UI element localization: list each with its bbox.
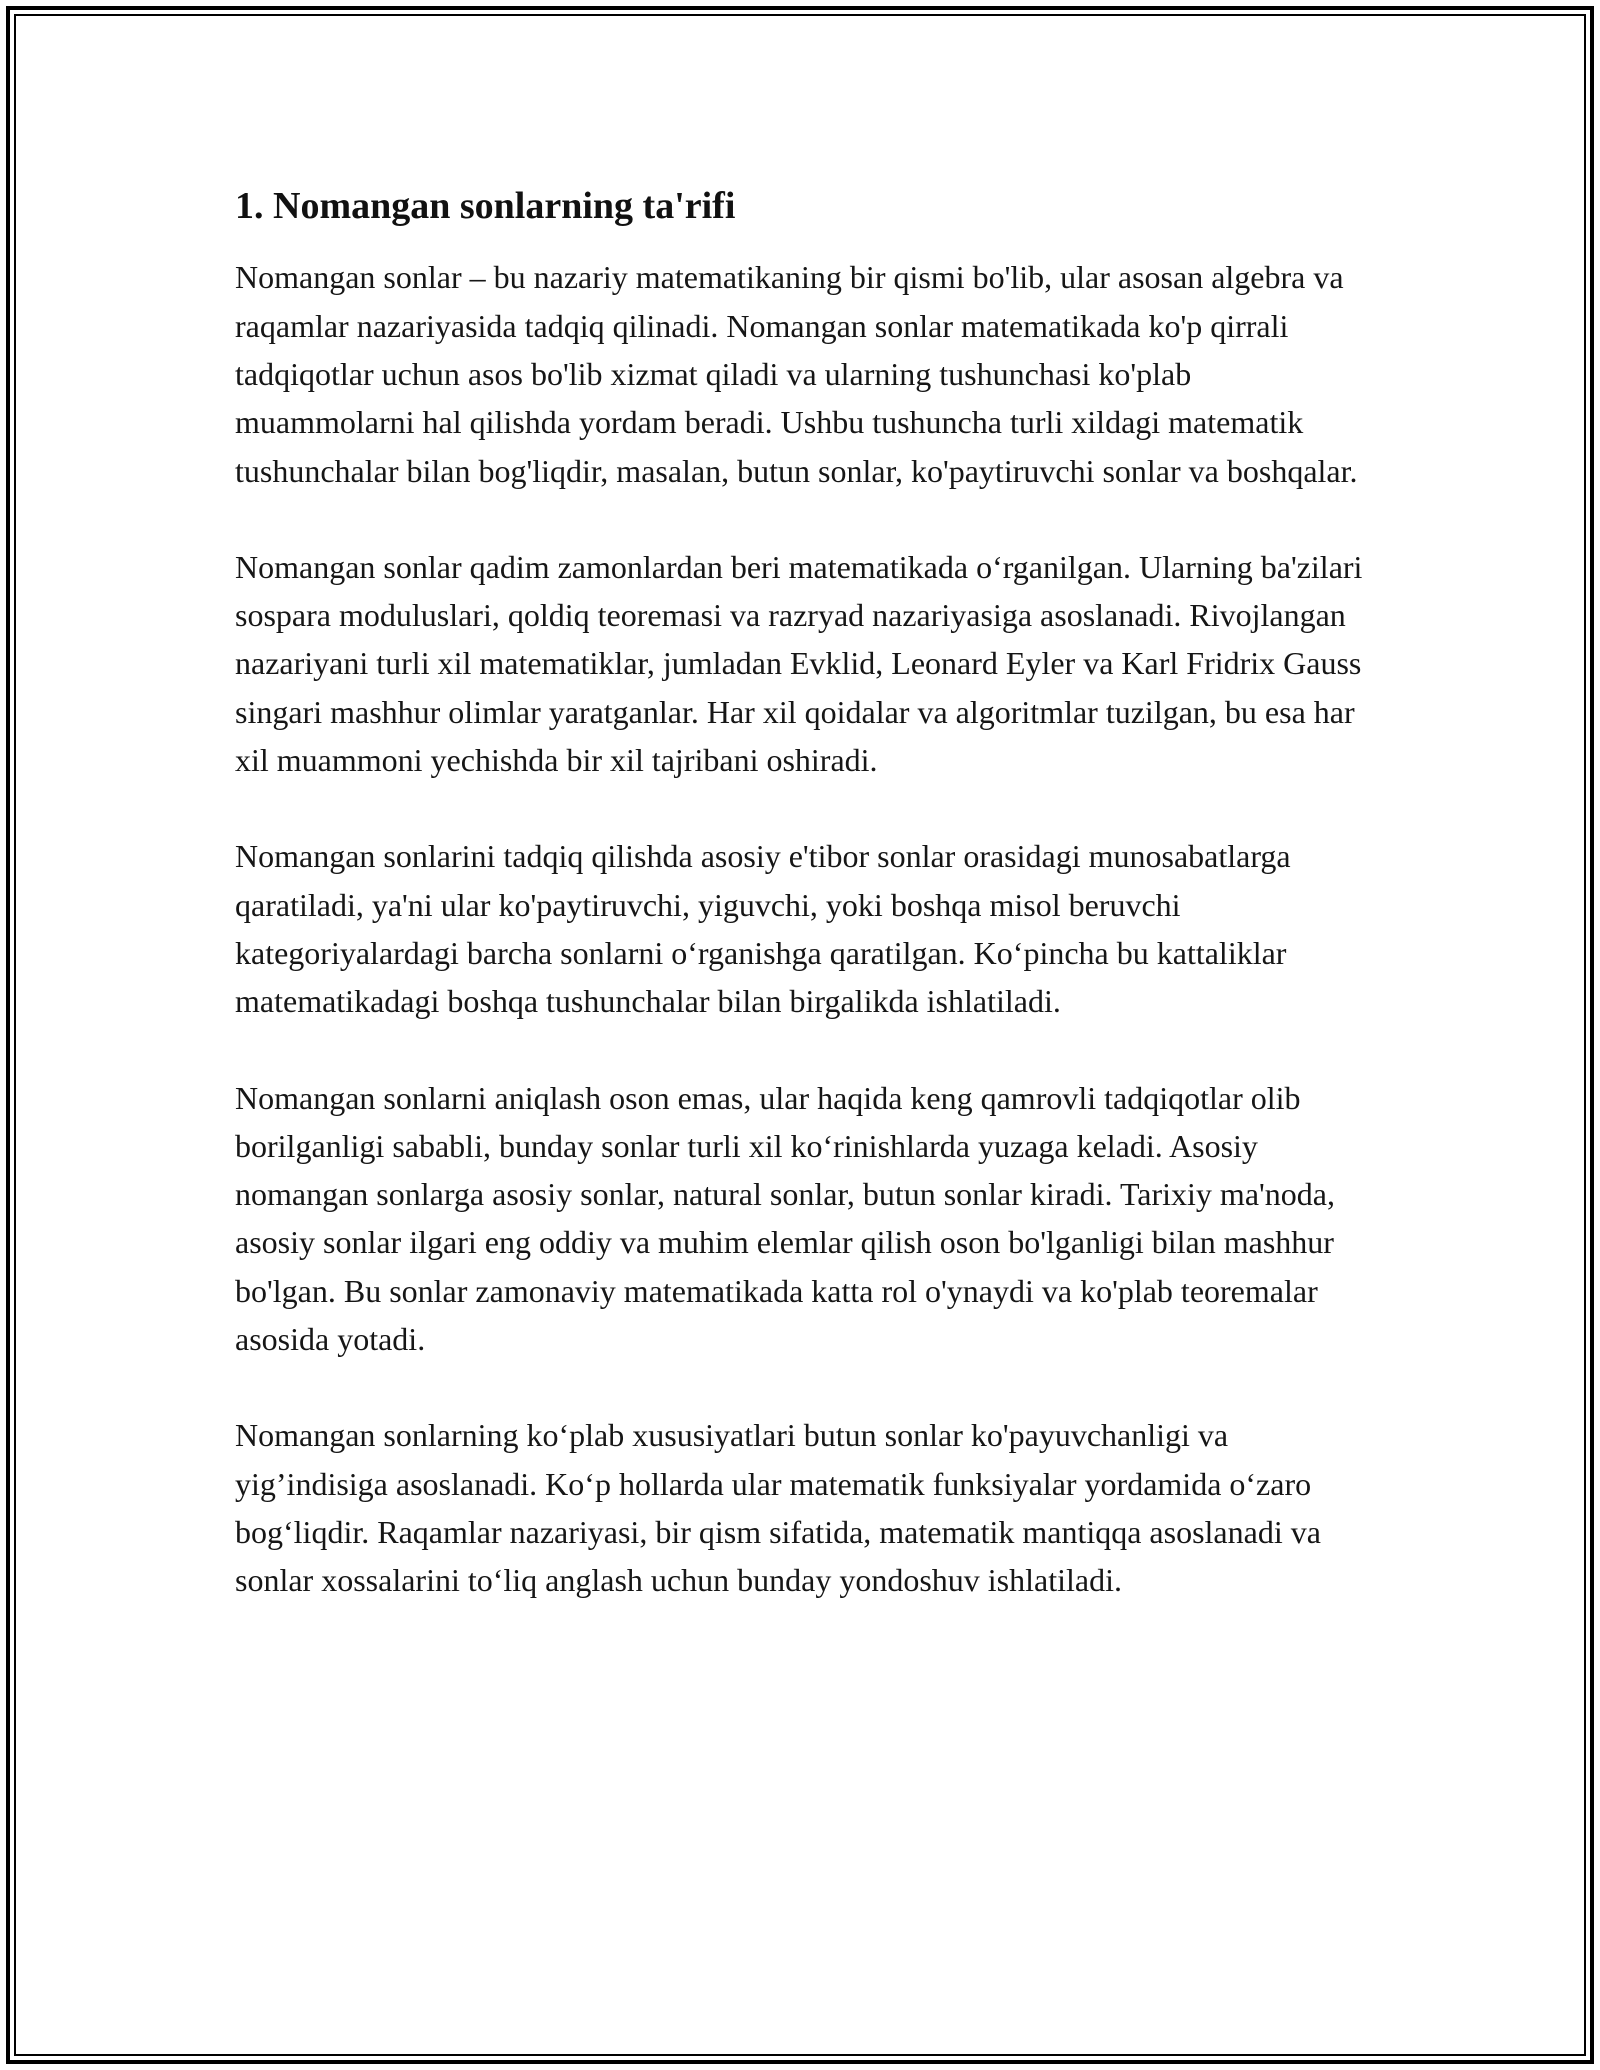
paragraph-2: Nomangan sonlar qadim zamonlardan beri matematikada o‘rganilgan. Ularning ba'zilari sospara moduluslari, qoldiq teoremasi va razryad nazariyasiga asoslanadi. Rivojlangan nazariyani turli xil matematiklar, jumladan Evklid, Leonard Eyler va Karl Fridrix Gauss singari mashhur olimlar yaratganlar. Har xil qoidalar va algoritmlar tuzilgan, bu esa har xil muammoni yechishda bir xil tajribani oshiradi. (235, 548, 1363, 779)
document-body (235, 182, 1365, 1605)
paragraph-1: Nomangan sonlar – bu nazariy matematikaning bir qismi bo'lib, ular asosan algebra va raqamlar nazariyasida tadqiq qilinadi. Nomangan sonlar matematikada ko'p qirrali tadqiqotlar uchun asos bo'lib xizmat qiladi va ularning tushunchasi ko'plab muammolarni hal qilishda yordam beradi. Ushbu tushuncha turli xildagi matematik tushunchalar bilan bog'liqdir, masalan, butun sonlar, ko'paytiruvchi sonlar va boshqalar. (235, 259, 1358, 489)
paragraph-3: Nomangan sonlarini tadqiq qilishda asosiy e'tibor sonlar orasidagi munosabatlarga qaratiladi, ya'ni ular ko'paytiruvchi, yiguvchi, yoki boshqa misol beruvchi kategoriyalardagi barcha sonlarni o‘rganishga qaratilgan. Ko‘pincha bu kattaliklar matematikadagi boshqa tushunchalar bilan birgalikda ishlatiladi. (235, 838, 1291, 1020)
section-heading: 1. Nomangan sonlarning ta'rifi (235, 185, 736, 227)
paragraph-4: Nomangan sonlarni aniqlash oson emas, ular haqida keng qamrovli tadqiqotlar olib borilganligi sababli, bunday sonlar turli xil ko‘rinishlarda yuzaga keladi. Asosiy nomangan sonlarga asosiy sonlar, natural sonlar, butun sonlar kiradi. Tarixiy ma'noda, asosiy sonlar ilgari eng oddiy va muhim elemlar qilish oson bo'lganligi bilan mashhur bo'lgan. Bu sonlar zamonaviy matematikada katta rol o'ynaydi va ko'plab teoremalar asosida yotadi. (235, 1079, 1335, 1358)
paragraph-5: Nomangan sonlarning ko‘plab xususiyatlari butun sonlar ko'payuvchanligi va yig’indisiga asoslanadi. Ko‘p hollarda ular matematik funksiyalar yordamida o‘zaro bog‘liqdir. Raqamlar nazariyasi, bir qism sifatida, matematik mantiqqa asoslanadi va sonlar xossalarini to‘liq anglash uchun bunday yondoshuv ishlatiladi. (235, 1417, 1321, 1599)
